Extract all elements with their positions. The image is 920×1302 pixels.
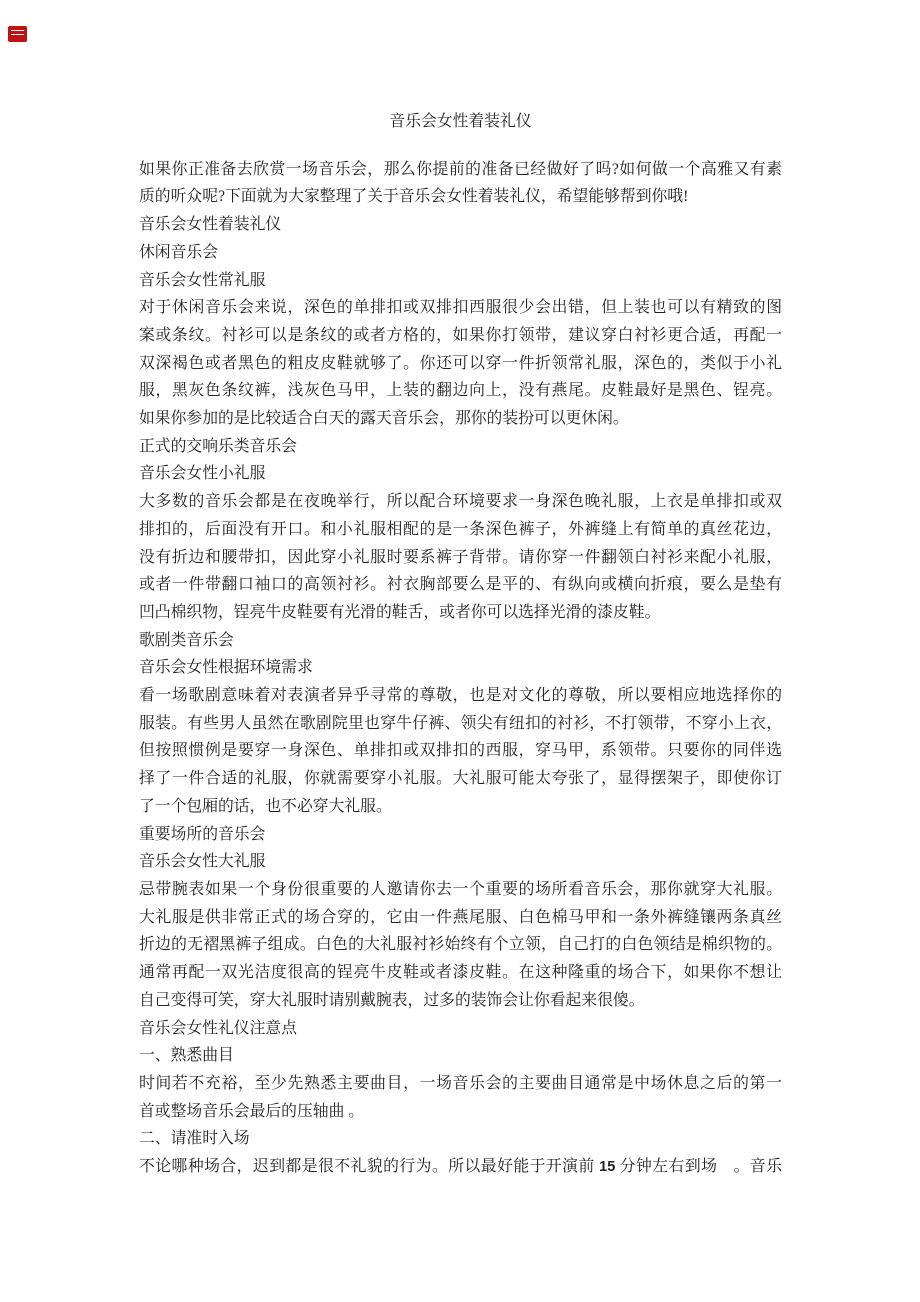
numeric-text: 15 — [599, 1159, 616, 1176]
text-line: 首或整场音乐会最后的压轴曲 。 — [139, 1102, 365, 1120]
red-document-mark-icon — [8, 26, 27, 42]
page-title: 音乐会女性着装礼仪 — [389, 113, 532, 130]
text-line: 或者一件带翻口袖口的高领衬衫。衬衣胸部要么是平的、有纵向或横向折痕，要么是垫有 — [139, 576, 782, 594]
text-line: 了一个包厢的话，也不必穿大礼服。 — [139, 797, 392, 815]
text-line: 音乐会女性小礼服 — [139, 465, 266, 483]
text-line: 通常再配一双光洁度很高的锃亮牛皮鞋或者漆皮鞋。在这种隆重的场合下，如果你不想让 — [139, 964, 782, 982]
text-line: 休闲音乐会 — [139, 243, 218, 261]
text-line: 音乐会女性大礼服 — [139, 853, 266, 871]
text-line: 服，黑灰色条纹裤，浅灰色马甲，上装的翻边向上，没有燕尾。皮鞋最好是黑色、锃亮。 — [139, 382, 782, 400]
text-line: 排扣的，后面没有开口。和小礼服相配的是一条深色裤子，外裤缝上有简单的真丝花边， — [139, 520, 782, 538]
text-line: 案或条纹。衬衫可以是条纹的或者方格的，如果你打领带，建议穿白衬衫更合适，再配一 — [139, 326, 782, 344]
text-line: 服装。有些男人虽然在歌剧院里也穿牛仔裤、领尖有纽扣的衬衫，不打领带，不穿小上衣， — [139, 714, 782, 732]
text-line: 双深褐色或者黑色的粗皮皮鞋就够了。你还可以穿一件折领常礼服，深色的，类似于小礼 — [139, 354, 782, 372]
text-line: 自己变得可笑，穿大礼服时请别戴腕表，过多的装饰会让你看起来很傻。 — [139, 991, 645, 1009]
text-line: 音乐会女性礼仪注意点 — [139, 1019, 297, 1037]
text-line: 音乐会女性着装礼仪 — [139, 216, 282, 234]
text-line: 但按照惯例是要穿一身深色、单排扣或双排扣的西服，穿马甲，系领带。只要你的同伴选 — [139, 742, 782, 760]
text-line: 重要场所的音乐会 — [139, 825, 266, 843]
text-line: 二、请准时入场 — [139, 1130, 250, 1148]
text-line: 大多数的音乐会都是在夜晚举行，所以配合环境要求一身深色晚礼服，上衣是单排扣或双 — [139, 493, 782, 511]
text-line: 时间若不充裕，至少先熟悉主要曲目，一场音乐会的主要曲目通常是中场休息之后的第一 — [139, 1074, 782, 1092]
text-line: 质的听众呢?下面就为大家整理了关于音乐会女性着装礼仪，希望能够帮到你哦! — [139, 188, 689, 206]
document-body — [139, 156, 782, 1182]
text-line: 没有折边和腰带扣，因此穿小礼服时要系裤子背带。请你穿一件翻领白衬衫来配小礼服， — [139, 548, 782, 566]
document-content — [139, 108, 782, 1182]
text-line: 音乐会女性根据环境需求 — [139, 659, 313, 677]
text-line: 大礼服是供非常正式的场合穿的，它由一件燕尾服、白色棉马甲和一条外裤缝镶两条真丝 — [139, 908, 782, 926]
text-line: 音乐会女性常礼服 — [139, 271, 266, 289]
text-line: 不论哪种场合，迟到都是很不礼貌的行为。所以最好能于开演前 15 分钟左右到场 。音乐 — [139, 1158, 783, 1176]
text-line: 择了一件合适的礼服，你就需要穿小礼服。大礼服可能太夸张了，显得摆架子，即使你订 — [139, 770, 782, 788]
text-line: 凹凸棉织物，锃亮牛皮鞋要有光滑的鞋舌，或者你可以选择光滑的漆皮鞋。 — [139, 603, 661, 621]
text-line: 一、熟悉曲目 — [139, 1047, 234, 1065]
text-line: 如果你正准备去欣赏一场音乐会，那么你提前的准备已经做好了吗?如何做一个高雅又有素 — [139, 160, 782, 178]
text-line: 忌带腕表如果一个身份很重要的人邀请你去一个重要的场所看音乐会，那你就穿大礼服。 — [139, 880, 782, 898]
text-line: 看一场歌剧意味着对表演者异乎寻常的尊敬，也是对文化的尊敬，所以要相应地选择你的 — [139, 687, 782, 705]
text-line: 歌剧类音乐会 — [139, 631, 234, 649]
text-line: 对于休闲音乐会来说，深色的单排扣或双排扣西服很少会出错，但上装也可以有精致的图 — [139, 299, 782, 317]
text-line: 如果你参加的是比较适合白天的露天音乐会，那你的装扮可以更休闲。 — [139, 410, 629, 428]
text-line: 正式的交响乐类音乐会 — [139, 437, 297, 455]
text-line: 折边的无褶黑裤子组成。白色的大礼服衬衫始终有个立领，自己打的白色领结是棉织物的。 — [139, 936, 782, 954]
